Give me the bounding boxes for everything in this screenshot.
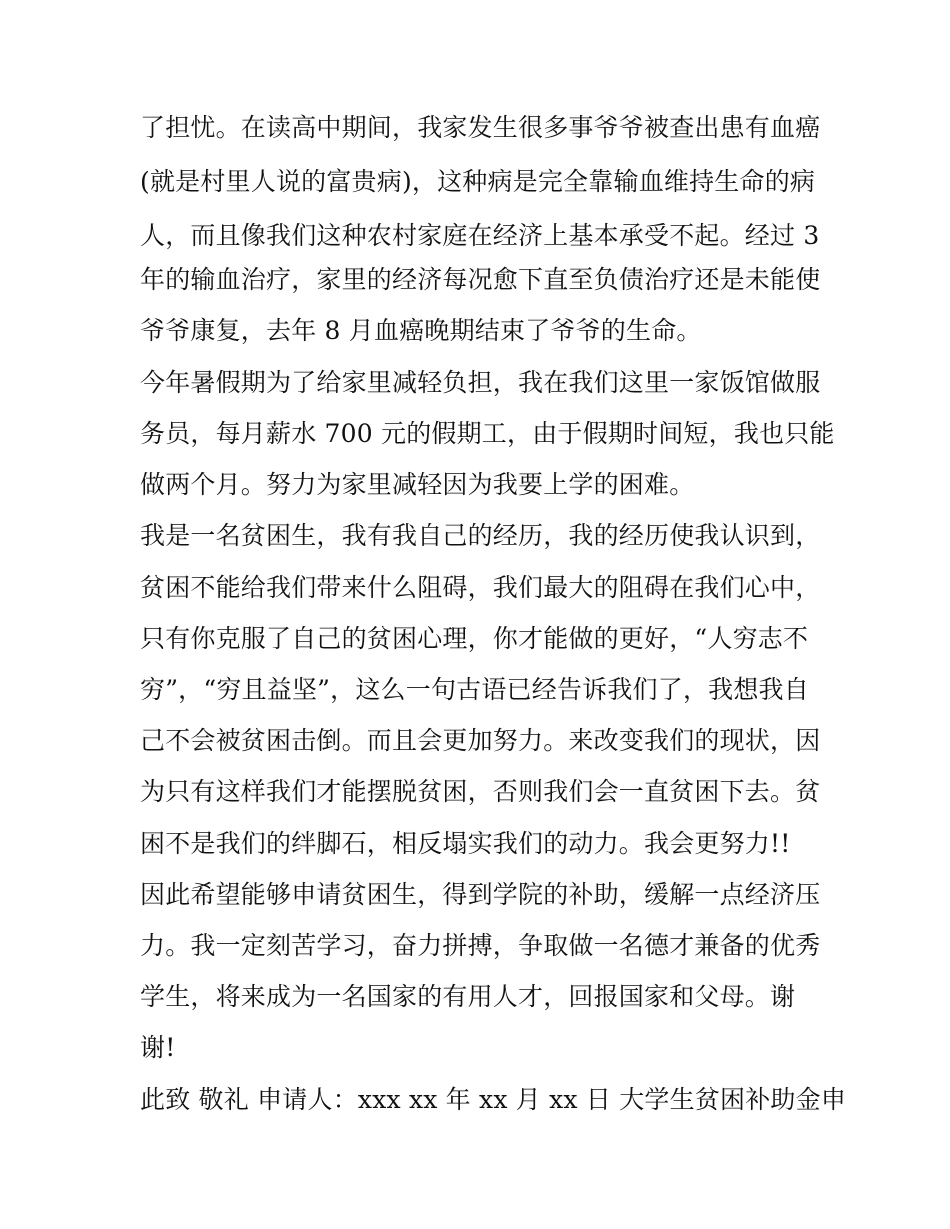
text-line: 力。我一定刻苦学习，奋力拼搏，争取做一名德才兼备的优秀: [140, 931, 821, 960]
text-line: 此致 敬礼 申请人：xxx xx 年 xx 月 xx 日 大学生贫困补助金申: [140, 1085, 847, 1114]
text-line: 今年暑假期为了给家里减轻负担，我在我们这里一家饭馆做服: [140, 368, 821, 397]
text-line: 只有你克服了自己的贫困心理，你才能做的更好，“人穷志不: [140, 624, 809, 653]
text-line: 因此希望能够申请贫困生，得到学院的补助，缓解一点经济压: [140, 880, 821, 909]
text-line: 贫困不能给我们带来什么阻碍，我们最大的阻碍在我们心中，: [140, 573, 821, 602]
text-line: 困不是我们的绊脚石，相反塌实我们的动力。我会更努力!!: [140, 829, 791, 858]
text-line: 谢!: [140, 1033, 176, 1062]
text-line: 了担忧。在读高中期间，我家发生很多事爷爷被查出患有血癌: [140, 113, 821, 142]
text-line: 我是一名贫困生，我有我自己的经历，我的经历使我认识到，: [140, 521, 821, 550]
text-line: 爷爷康复，去年 8 月血癌晚期结束了爷爷的生命。: [140, 316, 702, 345]
text-line: 年的输血治疗，家里的经济每况愈下直至负债治疗还是未能使: [140, 265, 821, 294]
text-line: 为只有这样我们才能摆脱贫困，否则我们会一直贫困下去。贫: [140, 777, 821, 806]
text-line: 学生，将来成为一名国家的有用人才，回报国家和父母。谢: [140, 982, 796, 1011]
text-line: (就是村里人说的富贵病)，这种病是完全靠输血维持生命的病: [140, 167, 816, 196]
text-line: 人，而且像我们这种农村家庭在经济上基本承受不起。经过 3: [140, 221, 820, 250]
text-line: 穷”，“穷且益坚”，这么一句古语已经告诉我们了，我想我自: [140, 675, 809, 704]
text-line: 务员，每月薪水 700 元的假期工，由于假期时间短，我也只能: [140, 419, 835, 448]
text-line: 己不会被贫困击倒。而且会更加努力。来改变我们的现状，因: [140, 726, 821, 755]
text-line: 做两个月。努力为家里减轻因为我要上学的困难。: [140, 470, 695, 499]
